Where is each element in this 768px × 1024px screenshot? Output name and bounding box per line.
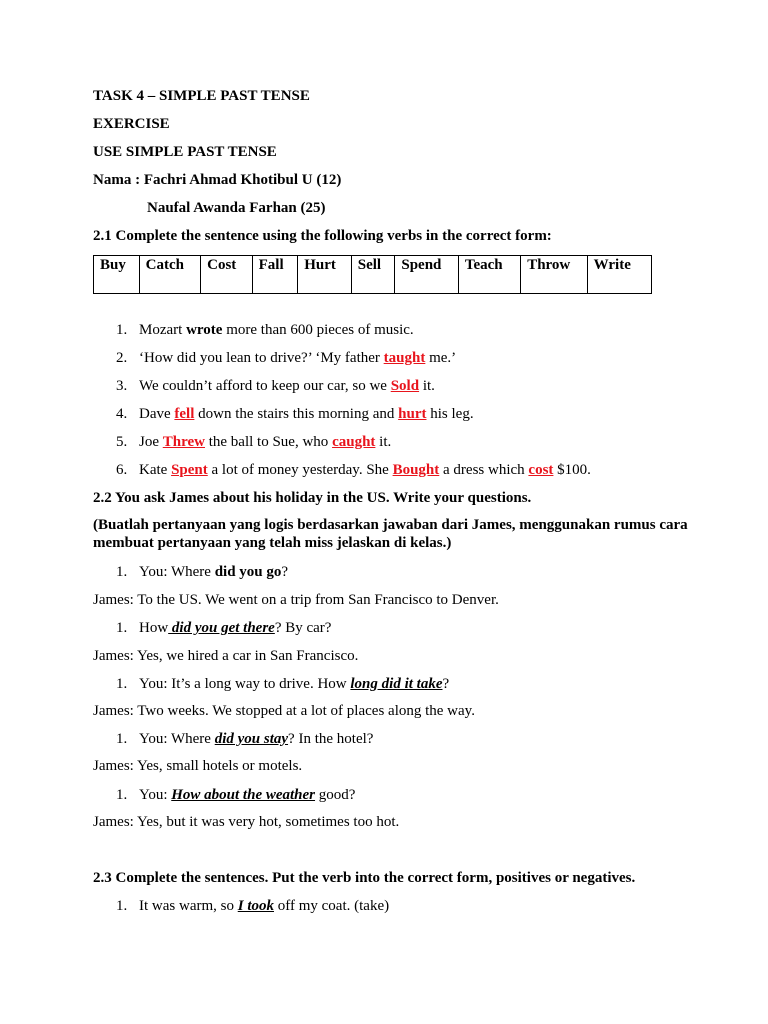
- section-2-2-note: (Buatlah pertanyaan yang logis berdasarkan jawaban dari James, menggunakan rumus cara membuat pertanyaan yang telah miss jelaskan di kelas.): [93, 517, 688, 551]
- verb-cell: Hurt: [298, 256, 352, 294]
- verb-table: [93, 255, 652, 294]
- item-text: ? In the hotel?: [288, 731, 374, 747]
- list-number: 1.: [116, 731, 128, 747]
- list-item: [139, 897, 389, 915]
- item-text: Joe: [139, 434, 163, 450]
- list-number: 1.: [116, 898, 128, 914]
- exercise-label: EXERCISE: [93, 116, 170, 132]
- verb-cell: Fall: [252, 256, 298, 294]
- item-text: It was warm, so: [139, 898, 238, 914]
- james-reply: James: To the US. We went on a trip from San Francisco to Denver.: [93, 592, 499, 608]
- item-text: Kate: [139, 462, 172, 478]
- answer-word: Bought: [392, 462, 440, 478]
- answer-word: caught: [332, 434, 376, 450]
- verb-cell: Write: [587, 256, 651, 294]
- verb-cell: Buy: [94, 256, 140, 294]
- item-text: a dress which: [439, 462, 529, 478]
- list-item: [139, 377, 435, 395]
- item-text: it.: [419, 378, 435, 394]
- list-number: 6.: [116, 462, 128, 478]
- item-text: me.’: [425, 350, 457, 366]
- list-number: 2.: [116, 350, 128, 366]
- question-bold-words: did you go: [214, 564, 282, 580]
- verb-row: [94, 256, 652, 294]
- list-item: [139, 321, 414, 339]
- james-reply: James: Yes, but it was very hot, sometimes too hot.: [93, 814, 400, 830]
- task-title: TASK 4 – SIMPLE PAST TENSE: [93, 88, 310, 104]
- question-answer: long did it take: [350, 676, 443, 692]
- james-reply: James: Yes, we hired a car in San Francisco.: [93, 648, 359, 664]
- verb-cell: Spend: [395, 256, 458, 294]
- item-text: the ball to Sue, who: [204, 434, 333, 450]
- james-reply: James: Yes, small hotels or motels.: [93, 758, 303, 774]
- list-number: 1.: [116, 620, 128, 636]
- question-item: [139, 730, 373, 748]
- item-text: $100.: [553, 462, 591, 478]
- item-text: ?: [281, 564, 289, 580]
- item-text: You: It’s a long way to drive. How: [139, 676, 351, 692]
- section-2-2-heading: 2.2 You ask James about his holiday in the US. Write your questions.: [93, 490, 532, 506]
- student-names: Nama : Fachri Ahmad Khotibul U (12): [93, 172, 342, 188]
- verb-cell: Sell: [351, 256, 395, 294]
- item-text: off my coat. (take): [274, 898, 390, 914]
- list-number: 1.: [116, 676, 128, 692]
- item-text: more than 600 pieces of music.: [222, 322, 414, 338]
- item-text: his leg.: [426, 406, 474, 422]
- verb-cell: Teach: [458, 256, 520, 294]
- item-text: it.: [375, 434, 392, 450]
- question-item: [139, 619, 331, 637]
- list-number: 1.: [116, 787, 128, 803]
- question-answer: did you get there: [168, 620, 275, 636]
- answer-word: Spent: [171, 462, 208, 478]
- question-item: [139, 675, 449, 693]
- answer-word: hurt: [398, 406, 427, 422]
- instruction-label: USE SIMPLE PAST TENSE: [93, 144, 277, 160]
- list-item: [139, 349, 456, 367]
- question-answer: did you stay: [214, 731, 289, 747]
- item-text: You:: [139, 787, 172, 803]
- james-reply: James: Two weeks. We stopped at a lot of places along the way.: [93, 703, 475, 719]
- item-text: You: Where: [139, 564, 215, 580]
- item-text: You: Where: [139, 731, 215, 747]
- list-item: [139, 405, 474, 423]
- item-text: ‘How did you lean to drive?’ ‘My father: [139, 350, 384, 366]
- question-item: [139, 563, 288, 581]
- list-item: [139, 433, 391, 451]
- answer-word: cost: [528, 462, 554, 478]
- question-item: [139, 786, 355, 804]
- item-text: ? By car?: [274, 620, 332, 636]
- item-text: down the stairs this morning and: [194, 406, 399, 422]
- list-number: 3.: [116, 378, 128, 394]
- item-text: a lot of money yesterday. She: [207, 462, 393, 478]
- answer-word: taught: [383, 350, 426, 366]
- item-text: good?: [315, 787, 356, 803]
- answer-word: Threw: [162, 434, 205, 450]
- answer-word: Sold: [390, 378, 420, 394]
- item-text: Dave: [139, 406, 175, 422]
- list-number: 5.: [116, 434, 128, 450]
- item-text: How: [139, 620, 169, 636]
- section-2-3-heading: 2.3 Complete the sentences. Put the verb into the correct form, positives or negatives.: [93, 870, 636, 886]
- answer-word: fell: [174, 406, 195, 422]
- item-text: Mozart: [139, 322, 187, 338]
- item-text: ?: [442, 676, 450, 692]
- verb-cell: Cost: [201, 256, 253, 294]
- list-number: 1.: [116, 322, 128, 338]
- verb-cell: Throw: [521, 256, 587, 294]
- question-answer: How about the weather: [171, 787, 316, 803]
- answer-word: I took: [237, 898, 274, 914]
- list-number: 1.: [116, 564, 128, 580]
- section-2-1-heading: 2.1 Complete the sentence using the following verbs in the correct form:: [93, 228, 552, 244]
- item-bold-word: wrote: [186, 322, 223, 338]
- list-item: [139, 461, 591, 479]
- item-text: We couldn’t afford to keep our car, so we: [139, 378, 391, 394]
- list-number: 4.: [116, 406, 128, 422]
- verb-cell: Catch: [139, 256, 200, 294]
- student-name-2: Naufal Awanda Farhan (25): [147, 200, 326, 216]
